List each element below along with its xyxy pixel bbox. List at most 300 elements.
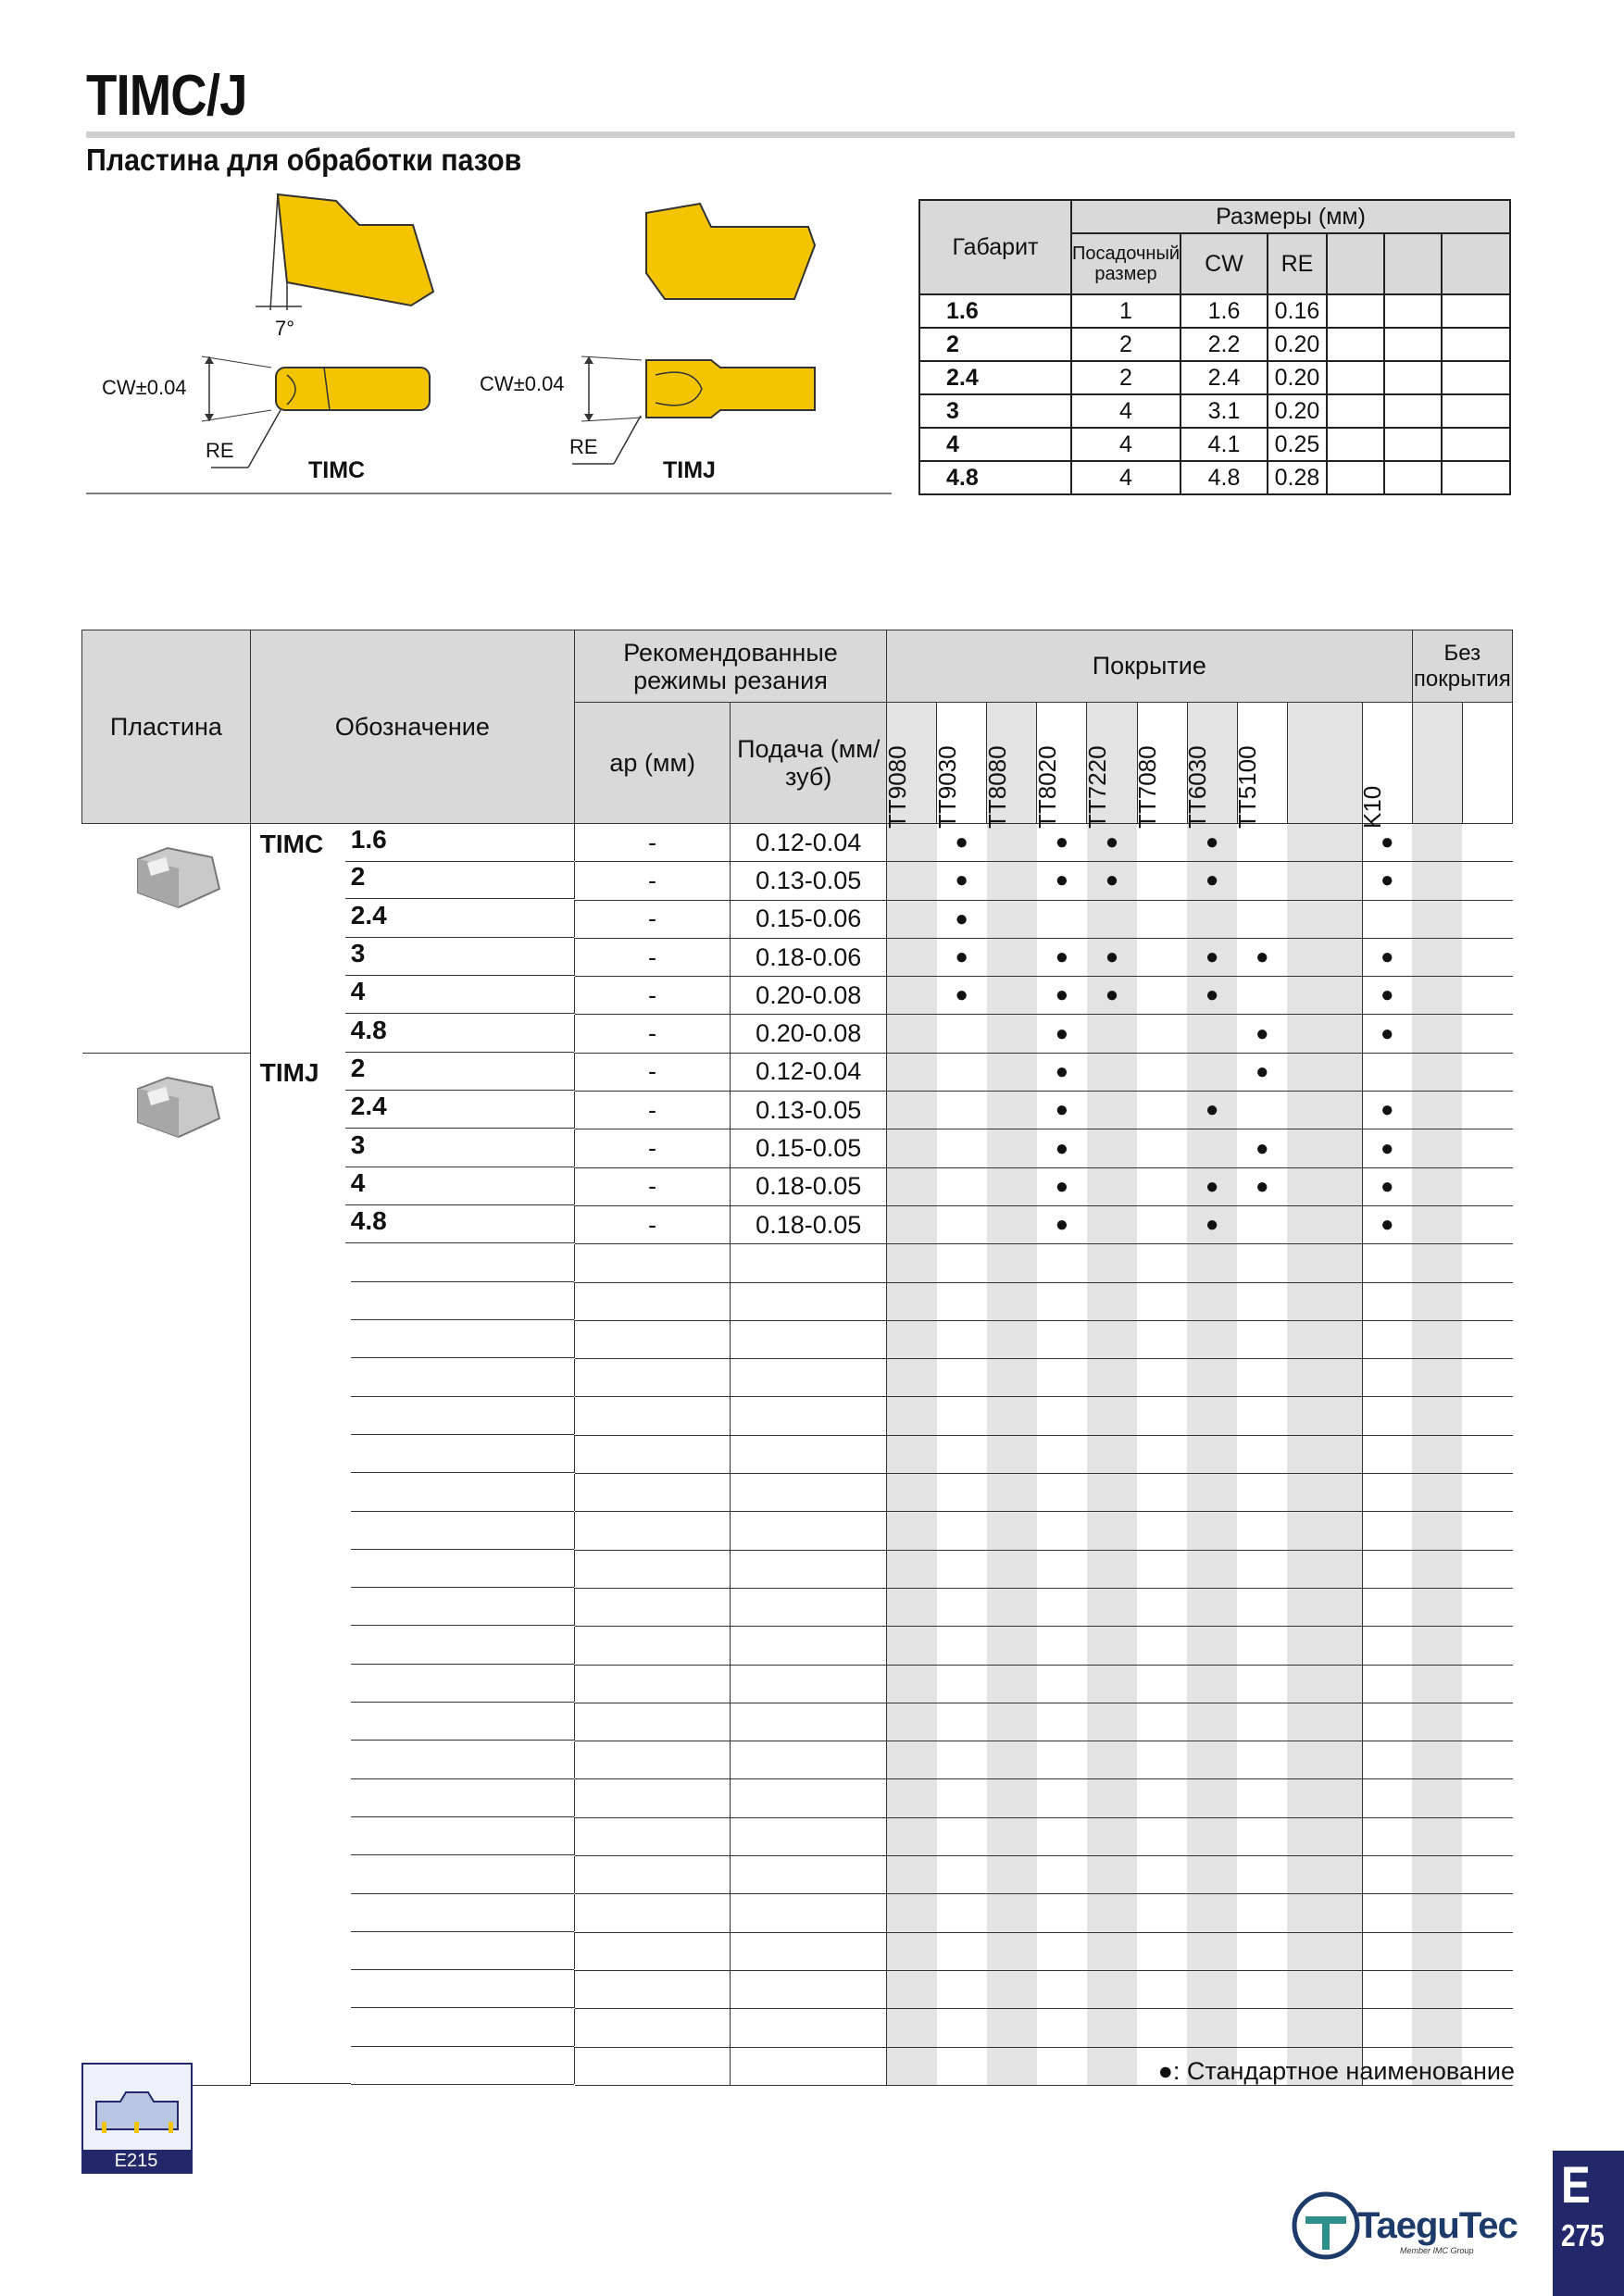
- availability-dot: ●: [937, 862, 987, 900]
- grade-cell: [1462, 824, 1512, 862]
- spacer: [251, 1474, 351, 1511]
- col-uncoated: Без покрытия: [1412, 630, 1512, 703]
- grade-cell: [1287, 1741, 1362, 1779]
- grade-cell: [1137, 1817, 1187, 1855]
- title-rule: [86, 131, 1515, 138]
- row-line: [351, 1817, 574, 1855]
- grade-label-text: TT5100: [1233, 745, 1262, 829]
- grade-cell: [1237, 1397, 1287, 1435]
- cell-empty: [731, 1970, 886, 2008]
- grade-cell: [1237, 1779, 1287, 1817]
- grade-cell: [987, 2009, 1037, 2047]
- dim-cell-cw: 4.1: [1181, 428, 1268, 461]
- designation-cell: [251, 2047, 575, 2084]
- table-row-empty: [82, 1244, 1513, 1282]
- availability-dot: ●: [937, 824, 987, 862]
- dim-cell-size: 1.6: [919, 294, 1071, 328]
- grade-cell: [1287, 1244, 1362, 1282]
- designation-cell: [251, 1665, 575, 1702]
- grade-cell: [937, 1550, 987, 1588]
- grade-cell: [987, 977, 1037, 1015]
- grade-cell: [1187, 1053, 1237, 1091]
- grade-cell: [1412, 1932, 1462, 1970]
- grade-cell: [1237, 1244, 1287, 1282]
- availability-dot: ●: [1037, 824, 1087, 862]
- availability-dot: ●: [1362, 824, 1412, 862]
- grade-cell: [1462, 1129, 1512, 1167]
- grade-cell: [1287, 1817, 1362, 1855]
- designation-cell: [251, 1474, 575, 1511]
- grade-cell: [1187, 1741, 1237, 1779]
- insert-drawings: [81, 190, 896, 505]
- dim-cell-cw: 2.4: [1181, 361, 1268, 394]
- cw-label-timj: CW±0.04: [480, 372, 565, 395]
- grade-cell: [937, 1894, 987, 1932]
- row-line: [351, 1244, 574, 1282]
- grade-cell: [1037, 1512, 1087, 1550]
- grade-cell: [987, 1665, 1037, 1703]
- grade-cell: [1137, 1167, 1187, 1205]
- grade-cell: [1037, 1817, 1087, 1855]
- grade-cell: [1287, 1703, 1362, 1741]
- grade-label-text: TT8080: [982, 745, 1011, 829]
- grade-cell: [1412, 1779, 1462, 1817]
- grade-cell: [1237, 1092, 1287, 1129]
- grade-cell: [987, 1512, 1037, 1550]
- dim-cell-re: 0.20: [1268, 361, 1327, 394]
- grade-cell: [1362, 1703, 1412, 1741]
- grade-cell: [1412, 1474, 1462, 1512]
- reference-page-label[interactable]: E215: [81, 2150, 191, 2172]
- grade-col-tt6030: [1183, 703, 1237, 829]
- dim-cell-empty: [1384, 328, 1442, 361]
- grade-cell: [1037, 1435, 1087, 1473]
- grade-cell: [1037, 1320, 1087, 1358]
- designation-cell: [251, 1167, 575, 1204]
- timc-side-view: [276, 368, 430, 410]
- grade-cell: [937, 1779, 987, 1817]
- row-line: [351, 1550, 574, 1588]
- grade-cell: [1037, 1894, 1087, 1932]
- spacer: [251, 1741, 351, 1778]
- cell-empty: [731, 1856, 886, 1894]
- cell-empty: [731, 1932, 886, 1970]
- designation-cell: [251, 1015, 575, 1052]
- grade-cell: [1462, 900, 1512, 938]
- grade-cell: [1412, 1817, 1462, 1855]
- spacer: [251, 1359, 351, 1396]
- grade-cell: [1187, 1474, 1237, 1512]
- cell-feed: 0.15-0.05: [731, 1129, 886, 1167]
- grade-cell: [1137, 1970, 1187, 2008]
- grade-cell: [937, 2047, 987, 2085]
- grade-cell: [1037, 1932, 1087, 1970]
- grade-cell: [1037, 1779, 1087, 1817]
- grade-cell: [1462, 1205, 1512, 1243]
- col-insert: Пластина: [82, 630, 251, 824]
- grade-cell: [987, 1397, 1037, 1435]
- grade-cell: [1462, 1435, 1512, 1473]
- grade-label-text: TT8020: [1032, 745, 1061, 829]
- grade-cell: [1087, 1665, 1137, 1703]
- availability-dot: ●: [1362, 1205, 1412, 1243]
- grade-cell: [1462, 1779, 1512, 1817]
- spacer: [251, 1894, 351, 1931]
- dim-cell-re: 0.20: [1268, 328, 1327, 361]
- table-row-empty: [82, 1359, 1513, 1397]
- grade-cell: [1137, 1588, 1187, 1626]
- grade-cell: [1137, 1282, 1187, 1320]
- grade-cell: [886, 900, 936, 938]
- grade-cell: [987, 1053, 1037, 1091]
- grade-cell: [1462, 1703, 1512, 1741]
- grade-cell: [886, 1129, 936, 1167]
- dim-row: [919, 294, 1510, 328]
- designation-cell: [251, 900, 575, 937]
- grade-cell: [1087, 1550, 1137, 1588]
- row-line: [351, 1397, 574, 1435]
- grade-cell: [937, 1932, 987, 1970]
- timc-top-view: [278, 194, 433, 306]
- availability-dot: ●: [1087, 977, 1137, 1015]
- insert-photo-icon: [110, 824, 221, 926]
- grade-cell: [1037, 1970, 1087, 2008]
- grade-cell: [1287, 1205, 1362, 1243]
- grade-col-tt9030: [932, 703, 987, 829]
- designation-cell: [251, 1053, 575, 1090]
- spacer: [251, 2047, 351, 2084]
- grade-cell: [1237, 1817, 1287, 1855]
- grade-cell: [886, 1970, 936, 2008]
- dim-col-size: Габарит: [919, 200, 1071, 294]
- grade-cell: [1187, 1894, 1237, 1932]
- grade-cell: [1462, 1282, 1512, 1320]
- designation-cell: [251, 1359, 575, 1396]
- grade-cell: [1237, 1282, 1287, 1320]
- grade-cell: [1412, 1512, 1462, 1550]
- grade-cell: [987, 1703, 1037, 1741]
- grade-cell: [1037, 2009, 1087, 2047]
- grade-cell: [1412, 1244, 1462, 1282]
- cell-ap: -: [575, 1053, 731, 1091]
- grade-cell: [1037, 1703, 1087, 1741]
- grade-cell: [1462, 1817, 1512, 1855]
- grade-cell: [886, 938, 936, 976]
- grade-cell: [1362, 1817, 1412, 1855]
- grade-cell: [1362, 1627, 1412, 1665]
- availability-dot: ●: [1237, 1015, 1287, 1053]
- cell-empty: [731, 1320, 886, 1358]
- grade-cell: [937, 1970, 987, 2008]
- grade-cell: [1137, 1627, 1187, 1665]
- grade-cell: [987, 1244, 1037, 1282]
- series-label: [251, 955, 345, 959]
- grade-cell: [937, 1627, 987, 1665]
- grade-cell: [1287, 1320, 1362, 1358]
- availability-dot: ●: [1087, 938, 1137, 976]
- availability-dot: ●: [1237, 938, 1287, 976]
- grade-cell: [987, 1167, 1037, 1205]
- table-row-empty: [82, 1627, 1513, 1665]
- grade-label-text: TT9030: [932, 745, 961, 829]
- grade-cell: [1187, 1970, 1237, 2008]
- grade-cell: [1037, 1282, 1087, 1320]
- grade-cell: [1412, 1550, 1462, 1588]
- grade-cell: [937, 1474, 987, 1512]
- size-label: 3: [345, 1129, 574, 1167]
- grade-cell: [1137, 824, 1187, 862]
- grade-cell: [1087, 1167, 1137, 1205]
- grade-cell: [1412, 824, 1462, 862]
- grade-col-tt7080: [1133, 703, 1187, 829]
- grade-cell: [1462, 938, 1512, 976]
- drawing-name-timj: TIMJ: [663, 457, 716, 483]
- grade-cell: [1137, 938, 1187, 976]
- grade-cell: [1137, 900, 1187, 938]
- grade-cell: [1037, 1856, 1087, 1894]
- dim-cell-cw: 1.6: [1181, 294, 1268, 328]
- grade-cell: [1187, 1359, 1237, 1397]
- grade-cell: [1362, 1359, 1412, 1397]
- grade-cell: [1462, 1092, 1512, 1129]
- availability-dot: ●: [1037, 1092, 1087, 1129]
- grade-cell: [1137, 1474, 1187, 1512]
- grade-cell: [1462, 1053, 1512, 1091]
- grade-cell: [1137, 1359, 1187, 1397]
- table-row-empty: [82, 1741, 1513, 1779]
- dim-row: [919, 361, 1510, 394]
- timj-top-view: [646, 204, 815, 299]
- dim-col-group: Размеры (мм): [1071, 200, 1510, 233]
- grade-cell: [1237, 1665, 1287, 1703]
- grade-cell: [987, 1741, 1037, 1779]
- dim-cell-empty: [1442, 428, 1510, 461]
- availability-dot: ●: [1037, 977, 1087, 1015]
- spacer: [251, 1435, 351, 1472]
- cell-feed: 0.20-0.08: [731, 977, 886, 1015]
- cell-empty: [731, 1741, 886, 1779]
- grade-cell: [1287, 862, 1362, 900]
- cell-empty: [731, 1627, 886, 1665]
- row-line: [351, 1970, 574, 2008]
- cell-ap: -: [575, 900, 731, 938]
- grade-cell: [886, 2009, 936, 2047]
- cell-empty: [575, 1435, 731, 1473]
- dim-cell-re: 0.20: [1268, 394, 1327, 428]
- grade-cell: [1287, 1779, 1362, 1817]
- cell-empty: [575, 2009, 731, 2047]
- availability-dot: ●: [1037, 1053, 1087, 1091]
- grade-cell: [1412, 1970, 1462, 2008]
- designation-cell: [251, 1703, 575, 1740]
- designation-cell: [251, 2009, 575, 2046]
- size-label: 2: [345, 1053, 574, 1091]
- grade-cell: [1287, 1092, 1362, 1129]
- grade-cell: [987, 938, 1037, 976]
- grade-col-tt8020: [1032, 703, 1087, 829]
- grade-cell: [1187, 1320, 1237, 1358]
- dim-cell-empty: [1384, 294, 1442, 328]
- spacer: [251, 1932, 351, 1969]
- grade-cell: [1237, 1970, 1287, 2008]
- grade-cell: [886, 1015, 936, 1053]
- grade-cell: [987, 1970, 1037, 2008]
- table-row-empty: [82, 1588, 1513, 1626]
- grade-cell: [1037, 1627, 1087, 1665]
- grade-cell: [1187, 1282, 1237, 1320]
- grade-cell: [1237, 1932, 1287, 1970]
- grade-cell: [1362, 1320, 1412, 1358]
- grade-cell: [886, 1741, 936, 1779]
- grade-cell: [1137, 977, 1187, 1015]
- table-row-empty: [82, 1817, 1513, 1855]
- grade-cell: [886, 1894, 936, 1932]
- grade-cell: [1412, 1435, 1462, 1473]
- re-label-timj: RE: [569, 435, 598, 458]
- grade-cell: [1137, 1665, 1187, 1703]
- grade-cell: [987, 1894, 1037, 1932]
- grade-cell: [1037, 1588, 1087, 1626]
- table-row-empty: [82, 1512, 1513, 1550]
- grade-cell: [1287, 1627, 1362, 1665]
- grade-cell: [1287, 1970, 1362, 2008]
- grade-cell: [1087, 1588, 1137, 1626]
- grade-cell: [987, 900, 1037, 938]
- grade-cell: [1462, 1627, 1512, 1665]
- grade-cell: [987, 1627, 1037, 1665]
- spacer: [251, 1856, 351, 1893]
- dim-cell-empty: [1442, 361, 1510, 394]
- grade-cell: [1362, 1512, 1412, 1550]
- grade-cell: [1287, 977, 1362, 1015]
- row-line: [351, 1512, 574, 1550]
- dimensions-table: [918, 199, 1511, 495]
- cell-empty: [575, 1665, 731, 1703]
- designation-cell: [251, 1970, 575, 2007]
- page-title: TIMC/J: [86, 64, 247, 128]
- grade-cell: [1462, 1894, 1512, 1932]
- grade-cell: [1462, 1167, 1512, 1205]
- grade-cell: [1087, 900, 1137, 938]
- grade-cell: [886, 1779, 936, 1817]
- grade-cell: [987, 1817, 1037, 1855]
- grade-label-text: TT7080: [1133, 745, 1162, 829]
- grade-cell: [1087, 1359, 1137, 1397]
- grade-cell: [1137, 1703, 1187, 1741]
- designation-cell: [251, 1588, 575, 1625]
- cell-empty: [575, 1320, 731, 1358]
- grade-cell: [1087, 1512, 1137, 1550]
- grade-cell: [937, 1282, 987, 1320]
- grade-cell: [886, 1205, 936, 1243]
- series-label: [251, 993, 345, 997]
- timj-side-view: [646, 360, 815, 418]
- spacer: [251, 1512, 351, 1549]
- grade-cell: [1087, 1282, 1137, 1320]
- grade-cell: [1412, 1282, 1462, 1320]
- grade-label-text: K10: [1358, 785, 1387, 829]
- size-label: 1.6: [345, 824, 574, 862]
- designation-cell: [251, 977, 575, 1014]
- grade-cell: [1237, 2009, 1287, 2047]
- size-label: 3: [345, 938, 574, 976]
- designation-cell: [251, 862, 575, 899]
- cell-empty: [575, 2047, 731, 2085]
- availability-dot: ●: [1362, 977, 1412, 1015]
- cell-empty: [731, 1665, 886, 1703]
- spacer: [251, 1244, 351, 1281]
- table-row: [82, 1129, 1513, 1167]
- grade-cell: [1462, 1665, 1512, 1703]
- grade-cell: [1087, 2047, 1137, 2085]
- grade-cell: [987, 1588, 1037, 1626]
- grade-cell: [1362, 1397, 1412, 1435]
- grade-cell: [1087, 1779, 1137, 1817]
- grade-label-text: TT6030: [1183, 745, 1212, 829]
- spacer: [251, 2009, 351, 2046]
- grade-cell: [1087, 1397, 1137, 1435]
- grade-cell: [1187, 1932, 1237, 1970]
- grade-cell: [1087, 1817, 1137, 1855]
- spacer: [251, 1282, 351, 1319]
- dim-cell-re: 0.25: [1268, 428, 1327, 461]
- grade-cell: [1037, 2047, 1087, 2085]
- row-line: [351, 1282, 574, 1320]
- designation-cell: [251, 1856, 575, 1893]
- availability-dot: ●: [1362, 1015, 1412, 1053]
- grade-cell: [987, 1129, 1037, 1167]
- grade-cell: [1137, 1053, 1187, 1091]
- series-label: [251, 1184, 345, 1188]
- grade-label-text: TT7220: [1082, 745, 1111, 829]
- grade-cell: [1287, 2009, 1362, 2047]
- grade-cell: [1137, 1320, 1187, 1358]
- cell-empty: [575, 1588, 731, 1626]
- grade-cell: [1462, 1474, 1512, 1512]
- insert-image-empty: [82, 1244, 251, 2086]
- grade-cell: [1087, 1741, 1137, 1779]
- grade-cell: [1237, 1205, 1287, 1243]
- dim-cell-size: 2.4: [919, 361, 1071, 394]
- row-line: [351, 1779, 574, 1817]
- cell-empty: [731, 1512, 886, 1550]
- grade-cell: [1237, 900, 1287, 938]
- grade-cell: [937, 1167, 987, 1205]
- grade-cell: [886, 1817, 936, 1855]
- designation-cell: [251, 1550, 575, 1587]
- grade-col-tt9080: [882, 703, 936, 829]
- availability-dot: ●: [1187, 1205, 1237, 1243]
- grade-cell: [1087, 1435, 1137, 1473]
- cell-empty: [731, 1588, 886, 1626]
- dim-cell-empty: [1442, 394, 1510, 428]
- table-row-empty: [82, 2009, 1513, 2047]
- grade-cell: [1237, 1435, 1287, 1473]
- cell-empty: [575, 1512, 731, 1550]
- table-row-empty: [82, 1435, 1513, 1473]
- row-line: [351, 2047, 574, 2085]
- cell-feed: 0.20-0.08: [731, 1015, 886, 1053]
- grade-cell: [1462, 1359, 1512, 1397]
- grade-cell: [1087, 1129, 1137, 1167]
- grade-cell: [1137, 1205, 1187, 1243]
- dim-col-seat: Посадочный размер: [1071, 233, 1181, 294]
- designation-cell: [251, 938, 575, 975]
- designation-cell: [251, 1817, 575, 1854]
- cell-empty: [575, 1397, 731, 1435]
- cell-empty: [731, 1817, 886, 1855]
- grade-cell: [1187, 1397, 1237, 1435]
